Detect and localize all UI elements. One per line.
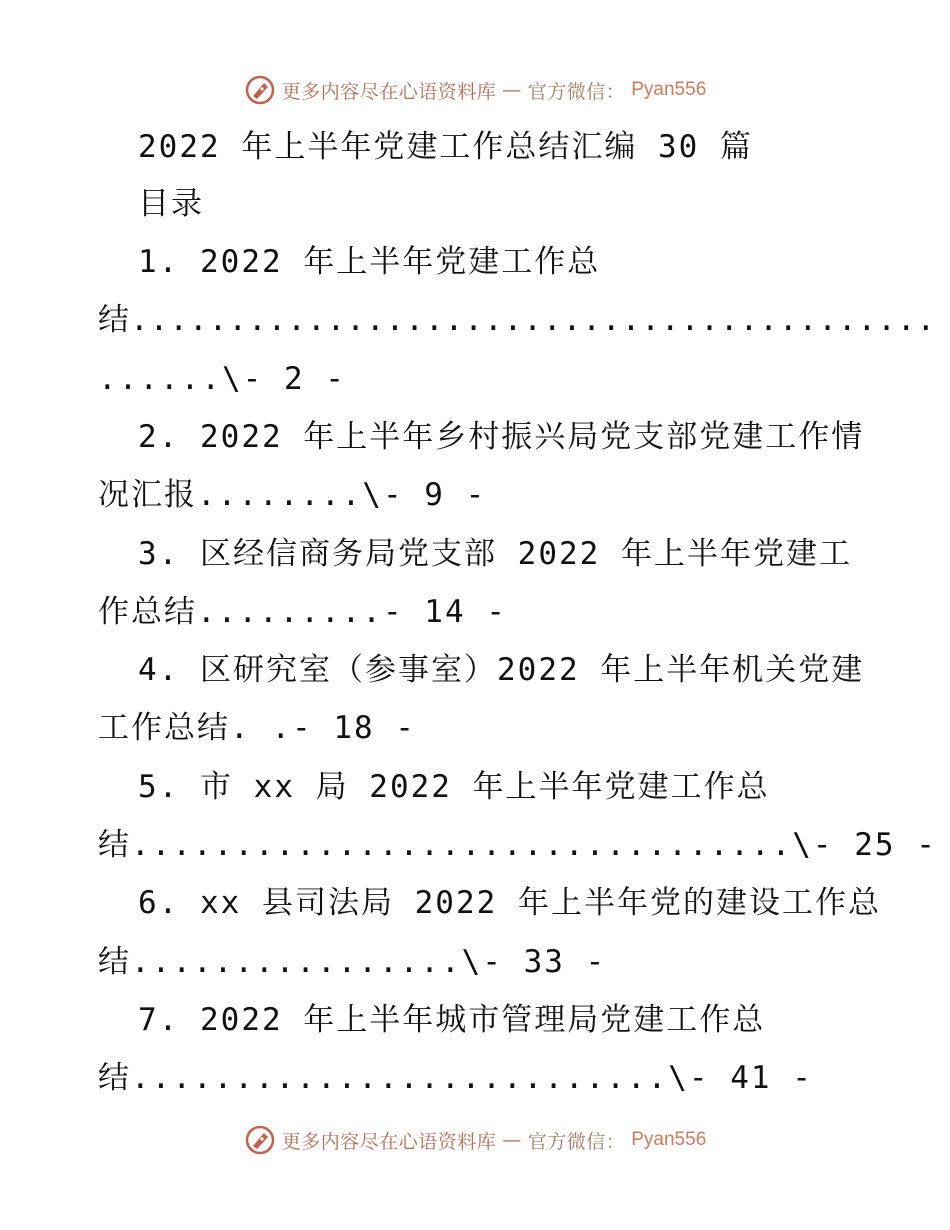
toc-entry-title-line: 5. 市 xx 局 2022 年上半年党建工作总 xyxy=(138,769,770,805)
toc-entry-continuation-line: 结................\- 33 - xyxy=(98,944,607,980)
document-title: 2022 年上半年党建工作总结汇编 30 篇 xyxy=(138,129,753,165)
toc-entry-continuation-line: 工作总结. .- 18 - xyxy=(98,710,416,746)
banner-wechat-id: Pyan556 xyxy=(631,79,707,100)
banner-separator: — xyxy=(502,1129,522,1151)
banner-text-official: 官方微信： xyxy=(527,1130,626,1153)
toc-entry-title-line: 3. 区经信商务局党支部 2022 年上半年党建工 xyxy=(138,536,852,572)
toc-entry-title-line: 2. 2022 年上半年乡村振兴局党支部党建工作情 xyxy=(138,419,865,455)
banner-separator: — xyxy=(502,79,522,101)
pen-nib-logo-icon xyxy=(244,1124,276,1156)
toc-entry-continuation-line: 作总结.........- 14 - xyxy=(98,594,507,630)
toc-entry-title-line: 6. xx 县司法局 2022 年上半年党的建设工作总 xyxy=(138,885,881,921)
toc-entry-continuation-line: 况汇报........\- 9 - xyxy=(98,477,487,513)
banner-text-cn: 更多内容尽在心语资料库 xyxy=(281,80,497,103)
toc-entry-continuation-line: 结................................\- 25 - xyxy=(98,827,937,863)
toc-entry-title-line: 1. 2022 年上半年党建工作总 xyxy=(138,244,601,280)
banner-text-official: 官方微信： xyxy=(527,80,626,103)
toc-entry-title-line: 4. 区研究室（参事室）2022 年上半年机关党建 xyxy=(138,652,865,688)
toc-heading: 目录 xyxy=(138,186,204,222)
banner-wechat-id: Pyan556 xyxy=(631,1129,707,1150)
banner-text-cn: 更多内容尽在心语资料库 xyxy=(281,1130,497,1153)
footer-watermark-banner xyxy=(0,1120,950,1160)
pen-nib-logo-icon xyxy=(244,74,276,106)
toc-entry-title-line: 7. 2022 年上半年城市管理局党建工作总 xyxy=(138,1002,766,1038)
toc-entry-continuation-line: 结..........................\- 41 - xyxy=(98,1060,813,1096)
header-watermark-banner xyxy=(0,70,950,110)
toc-entry-continuation-line: ......\- 2 - xyxy=(98,361,346,397)
toc-entry-continuation-line: 结......................................... xyxy=(98,302,937,338)
